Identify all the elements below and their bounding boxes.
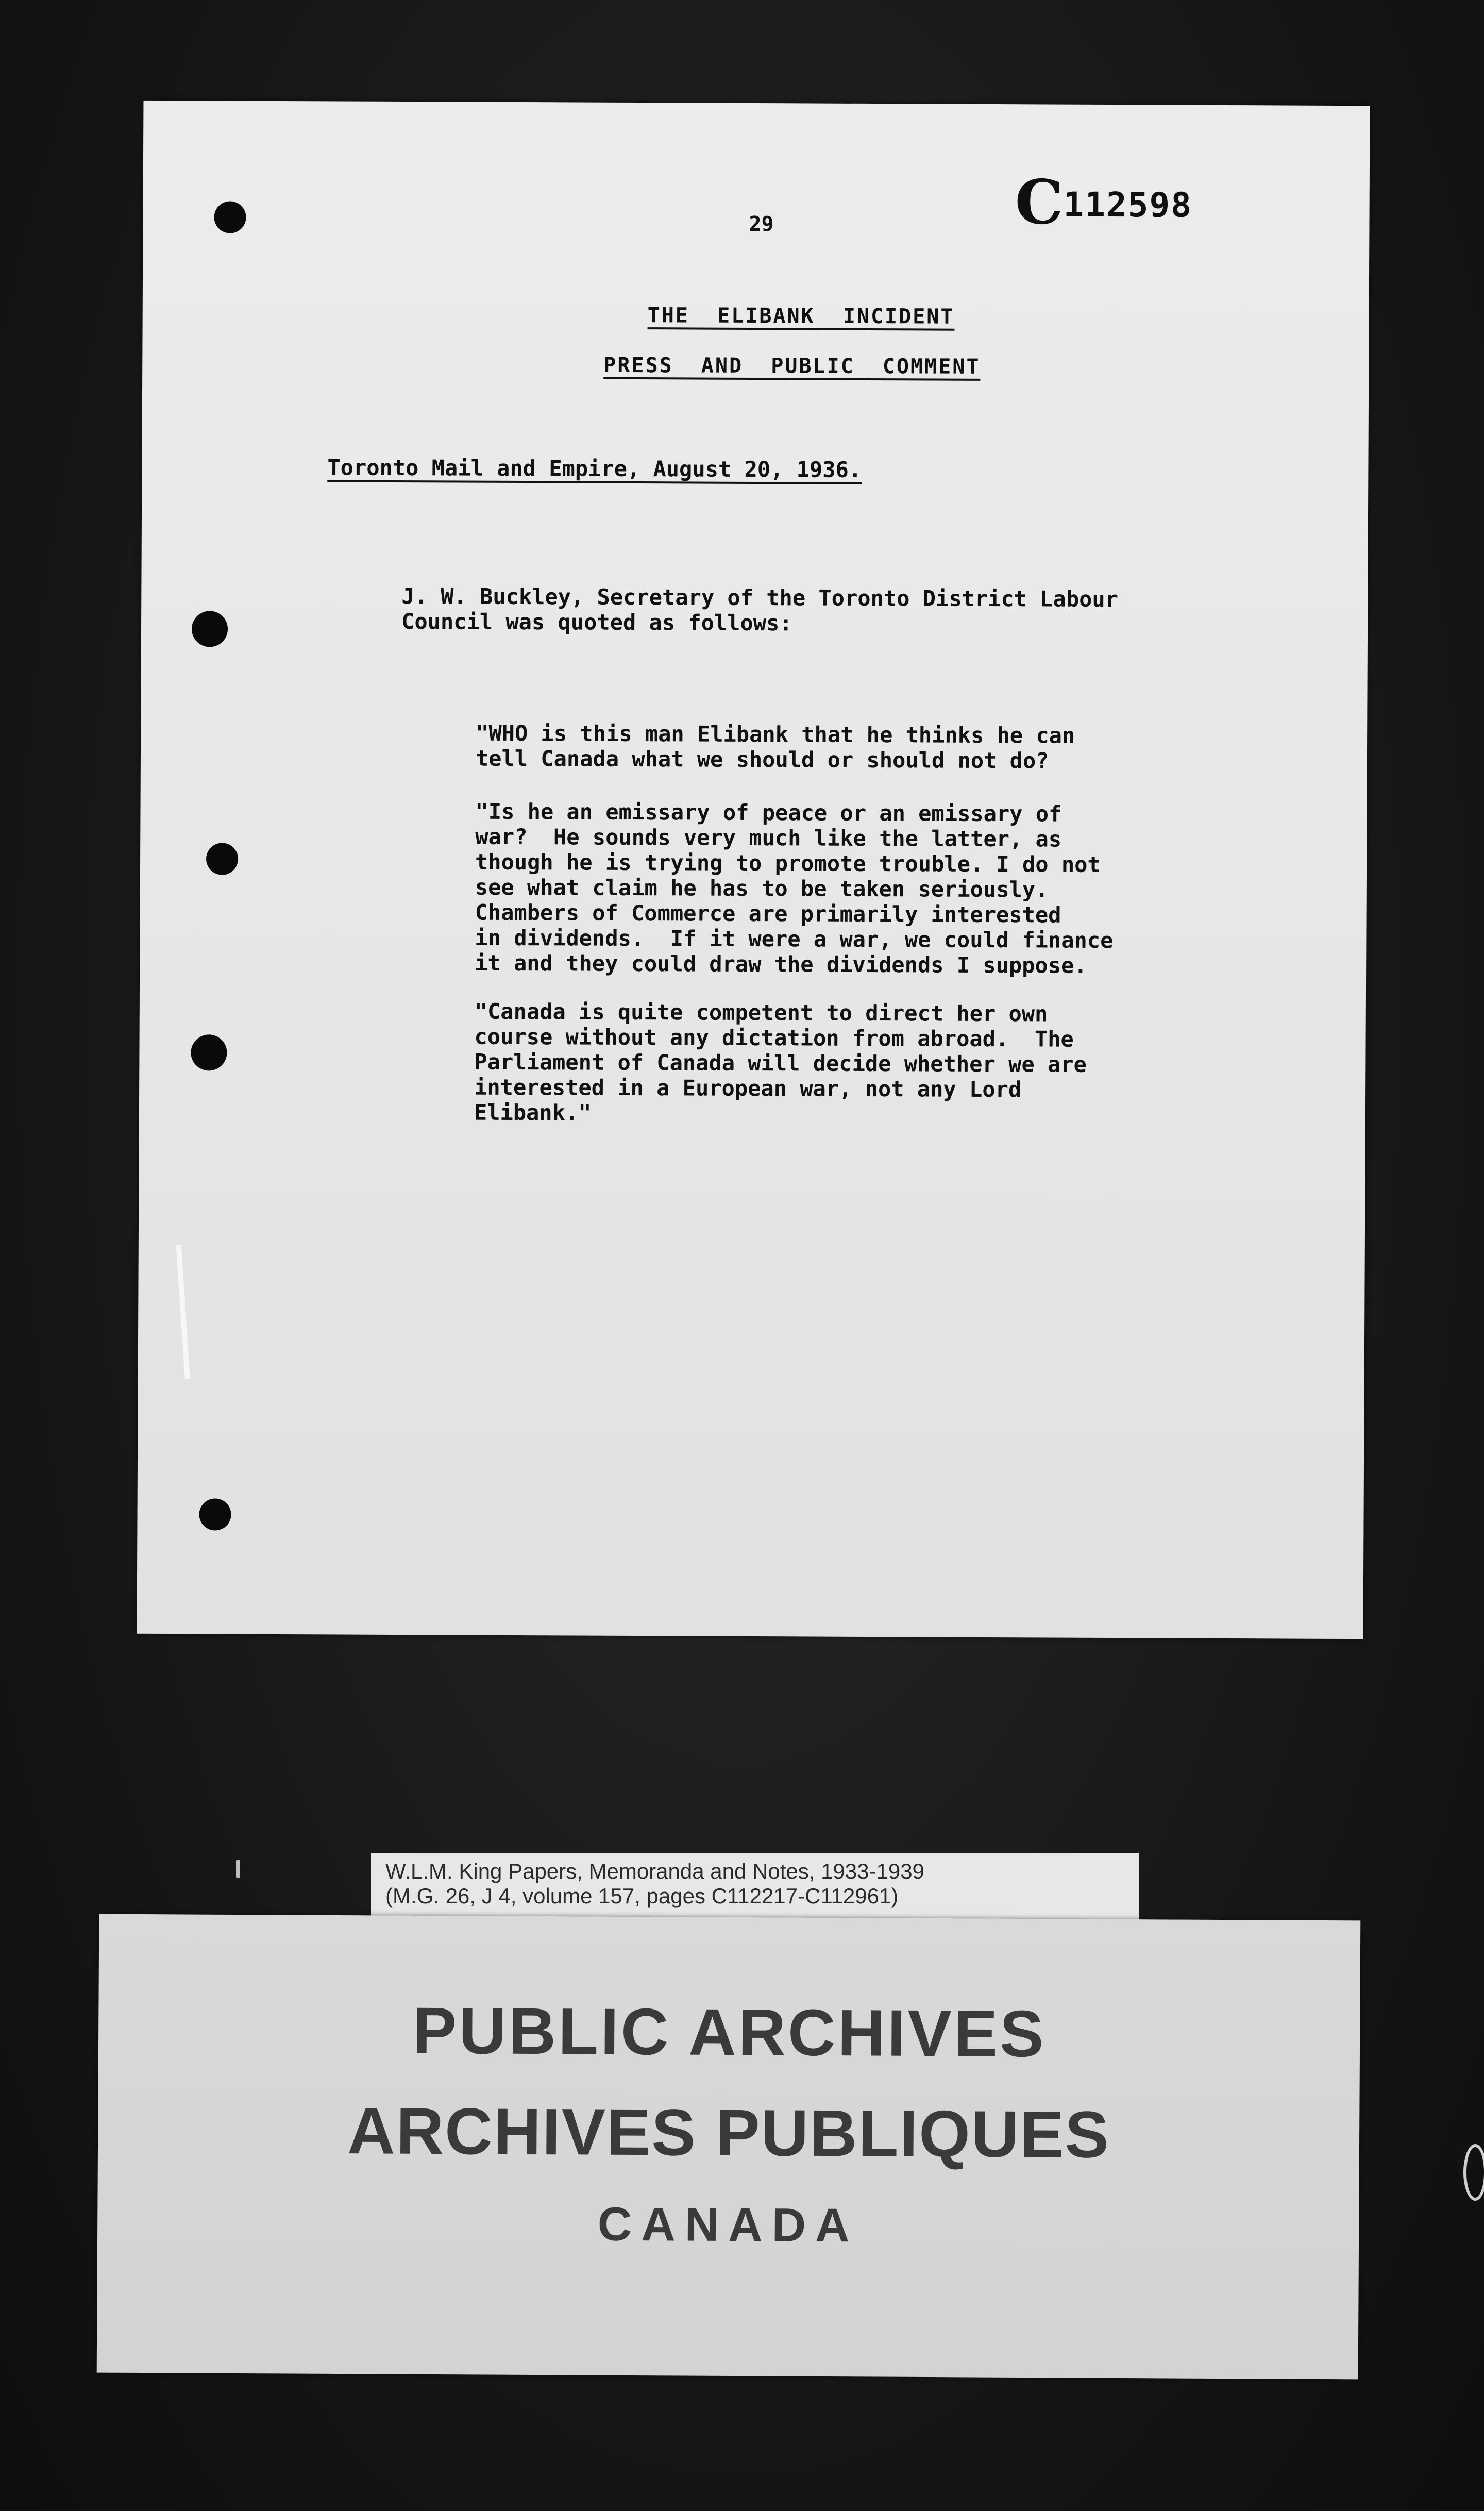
reference-prefix: C — [1015, 166, 1064, 238]
quote-paragraph-3 — [474, 999, 1087, 1128]
binder-hole — [214, 201, 246, 233]
text-line: Council was quoted as follows: — [401, 609, 792, 636]
film-scratch — [176, 1245, 190, 1379]
text-line: Chambers of Commerce are primarily interested — [475, 899, 1061, 928]
document-subtitle: PRESS AND PUBLIC COMMENT — [603, 353, 981, 379]
text-line: Elibank." — [474, 1099, 592, 1126]
binder-hole — [192, 611, 228, 647]
text-line: Parliament of Canada will decide whether we are — [474, 1049, 1087, 1077]
catalog-line: (M.G. 26, J 4, volume 157, pages C112217-C112961) — [385, 1884, 899, 1908]
film-mark — [236, 1860, 240, 1878]
quote-paragraph-2 — [475, 799, 1114, 978]
quote-paragraph-1 — [476, 721, 1075, 774]
film-edge-mark — [1463, 2144, 1484, 2201]
archives-country: CANADA — [597, 2198, 859, 2252]
text-line: war? He sounds very much like the latter, as — [475, 824, 1062, 852]
reference-digits: 112598 — [1063, 185, 1193, 225]
binder-hole — [206, 843, 238, 875]
text-line: see what claim he has to be taken seriously. — [475, 874, 1049, 902]
text-line: interested in a European war, not any Lord — [474, 1074, 1022, 1102]
text-line: course without any dictation from abroad. The — [474, 1024, 1074, 1052]
document-title: THE ELIBANK INCIDENT — [647, 304, 955, 329]
catalog-label — [371, 1853, 1139, 1920]
typed-document-page — [137, 101, 1370, 1639]
source-citation: Toronto Mail and Empire, August 20, 1936. — [327, 455, 862, 482]
text-line: J. W. Buckley, Secretary of the Toronto District Labour — [401, 583, 1119, 612]
archives-title-english: PUBLIC ARCHIVES — [412, 1994, 1046, 2071]
binder-hole — [191, 1034, 227, 1070]
page-number: 29 — [749, 212, 774, 237]
text-line: it and they could draw the dividends I suppose. — [475, 950, 1087, 978]
text-line: "Canada is quite competent to direct her own — [474, 998, 1048, 1027]
text-line: though he is trying to promote trouble. I do not — [475, 849, 1101, 877]
text-line: "Is he an emissary of peace or an emissary of — [475, 798, 1062, 827]
text-line: tell Canada what we should or should not do? — [475, 745, 1049, 774]
text-line: in dividends. If it were a war, we could finance — [475, 925, 1114, 953]
archives-card — [97, 1914, 1361, 2380]
binder-hole — [199, 1498, 231, 1530]
catalog-line: W.L.M. King Papers, Memoranda and Notes, 1933-1939 — [385, 1859, 924, 1883]
reference-number — [1015, 166, 1192, 239]
text-line: "WHO is this man Elibank that he thinks he can — [476, 720, 1075, 748]
archives-title-french: ARCHIVES PUBLIQUES — [347, 2094, 1110, 2172]
intro-paragraph — [401, 583, 1118, 637]
